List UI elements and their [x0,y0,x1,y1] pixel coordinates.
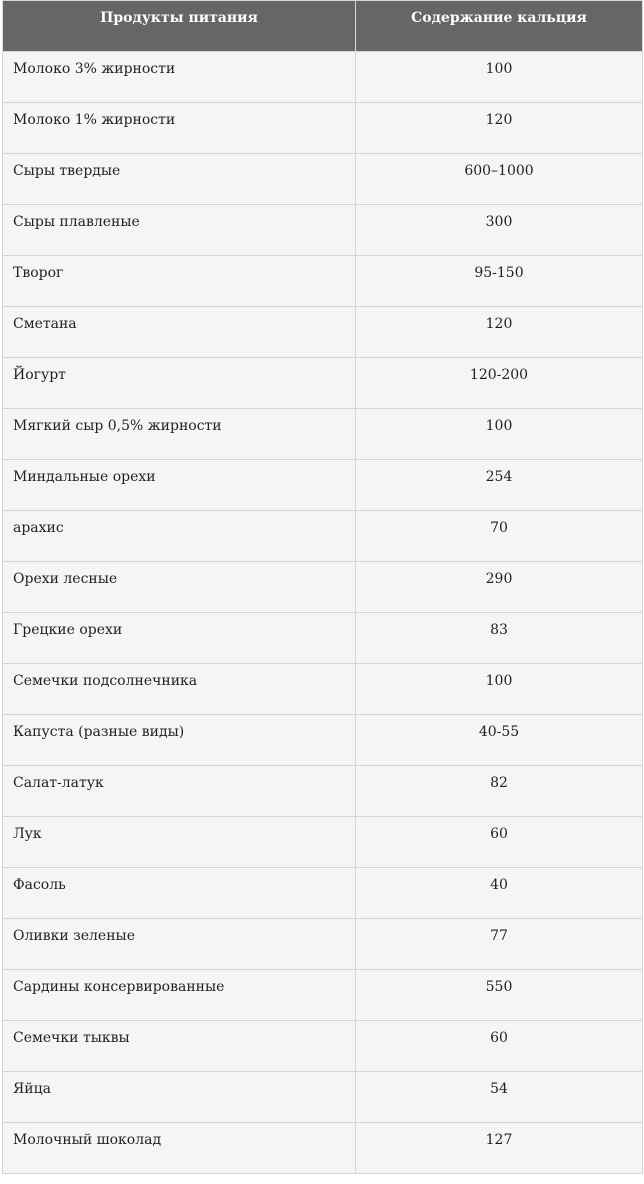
table-row [3,766,643,817]
food-name: Йогурт [13,367,66,383]
calcium-value: 40-55 [478,724,520,740]
calcium-value-cell [356,766,643,817]
calcium-value: 100 [485,61,513,77]
calcium-table-container [2,0,642,1174]
calcium-value: 254 [485,469,513,485]
table-row [3,970,643,1021]
food-name-cell [3,409,356,460]
food-name-cell [3,1021,356,1072]
food-name-cell [3,154,356,205]
calcium-value-cell [356,664,643,715]
food-name: Семечки тыквы [13,1030,130,1046]
header-food-products-label: Продукты питания [100,10,258,26]
food-name-cell [3,562,356,613]
food-name: Молочный шоколад [13,1132,162,1148]
calcium-value: 60 [490,1030,508,1046]
food-name: Яйца [13,1081,51,1097]
calcium-value-cell [356,715,643,766]
table-body [3,52,643,1174]
food-name: Салат-латук [13,775,104,791]
table-row [3,1123,643,1174]
table-row [3,511,643,562]
food-name: Оливки зеленые [13,928,135,944]
food-name-cell [3,868,356,919]
calcium-value: 83 [490,622,508,638]
food-name: Молоко 1% жирности [13,112,176,128]
food-name: Орехи лесные [13,571,118,587]
calcium-value: 82 [490,775,508,791]
table-row [3,409,643,460]
food-name: Сметана [13,316,77,332]
table-row [3,205,643,256]
table-row [3,613,643,664]
calcium-value: 120 [485,316,513,332]
food-name-cell [3,52,356,103]
food-name: Творог [13,265,64,281]
calcium-value: 100 [485,418,513,434]
food-name: Молоко 3% жирности [13,61,176,77]
calcium-value-cell [356,817,643,868]
calcium-value-cell [356,103,643,154]
calcium-value-cell [356,919,643,970]
table-row [3,307,643,358]
calcium-value-cell [356,52,643,103]
header-calcium-content [356,1,643,52]
calcium-value: 40 [490,877,508,893]
calcium-value-cell [356,970,643,1021]
table-row [3,664,643,715]
calcium-value: 77 [490,928,508,944]
food-name: Фасоль [13,877,66,893]
food-name: Миндальные орехи [13,469,156,485]
food-name-cell [3,511,356,562]
calcium-value-cell [356,154,643,205]
food-name-cell [3,664,356,715]
calcium-value-cell [356,1021,643,1072]
food-name-cell [3,460,356,511]
table-row [3,154,643,205]
calcium-value: 600–1000 [464,163,534,179]
calcium-value: 290 [485,571,513,587]
calcium-value-cell [356,307,643,358]
table-row [3,868,643,919]
table-row [3,52,643,103]
food-name: арахис [13,520,64,536]
table-header [3,1,643,52]
calcium-value-cell [356,562,643,613]
food-name-cell [3,715,356,766]
header-row [3,1,643,52]
table-row [3,817,643,868]
food-name-cell [3,256,356,307]
food-name-cell [3,766,356,817]
calcium-value: 127 [485,1132,513,1148]
calcium-value-cell [356,511,643,562]
calcium-value: 300 [485,214,513,230]
header-calcium-content-label: Содержание кальция [411,10,587,26]
food-name: Сыры твердые [13,163,121,179]
food-name: Мягкий сыр 0,5% жирности [13,418,222,434]
calcium-value-cell [356,1123,643,1174]
calcium-value: 100 [485,673,513,689]
food-name-cell [3,1072,356,1123]
food-name-cell [3,613,356,664]
table-row [3,715,643,766]
food-name-cell [3,1123,356,1174]
food-name-cell [3,919,356,970]
calcium-value-cell [356,613,643,664]
calcium-value: 60 [490,826,508,842]
table-row [3,919,643,970]
calcium-content-table [2,0,643,1174]
calcium-value-cell [356,868,643,919]
table-row [3,103,643,154]
food-name: Сардины консервированные [13,979,225,995]
food-name-cell [3,817,356,868]
food-name-cell [3,307,356,358]
food-name-cell [3,205,356,256]
calcium-value-cell [356,205,643,256]
calcium-value: 550 [485,979,513,995]
calcium-value: 120 [485,112,513,128]
calcium-value-cell [356,358,643,409]
food-name-cell [3,103,356,154]
calcium-value: 120-200 [469,367,529,383]
table-row [3,256,643,307]
table-row [3,358,643,409]
food-name-cell [3,970,356,1021]
food-name: Лук [13,826,42,842]
food-name: Грецкие орехи [13,622,123,638]
food-name: Капуста (разные виды) [13,724,185,740]
calcium-value: 70 [490,520,508,536]
food-name-cell [3,358,356,409]
header-food-products [3,1,356,52]
calcium-value: 95-150 [474,265,524,281]
food-name: Семечки подсолнечника [13,673,198,689]
calcium-value-cell [356,409,643,460]
calcium-value: 54 [490,1081,508,1097]
table-row [3,1021,643,1072]
table-row [3,460,643,511]
calcium-value-cell [356,256,643,307]
table-row [3,1072,643,1123]
food-name: Сыры плавленые [13,214,140,230]
table-row [3,562,643,613]
calcium-value-cell [356,1072,643,1123]
calcium-value-cell [356,460,643,511]
